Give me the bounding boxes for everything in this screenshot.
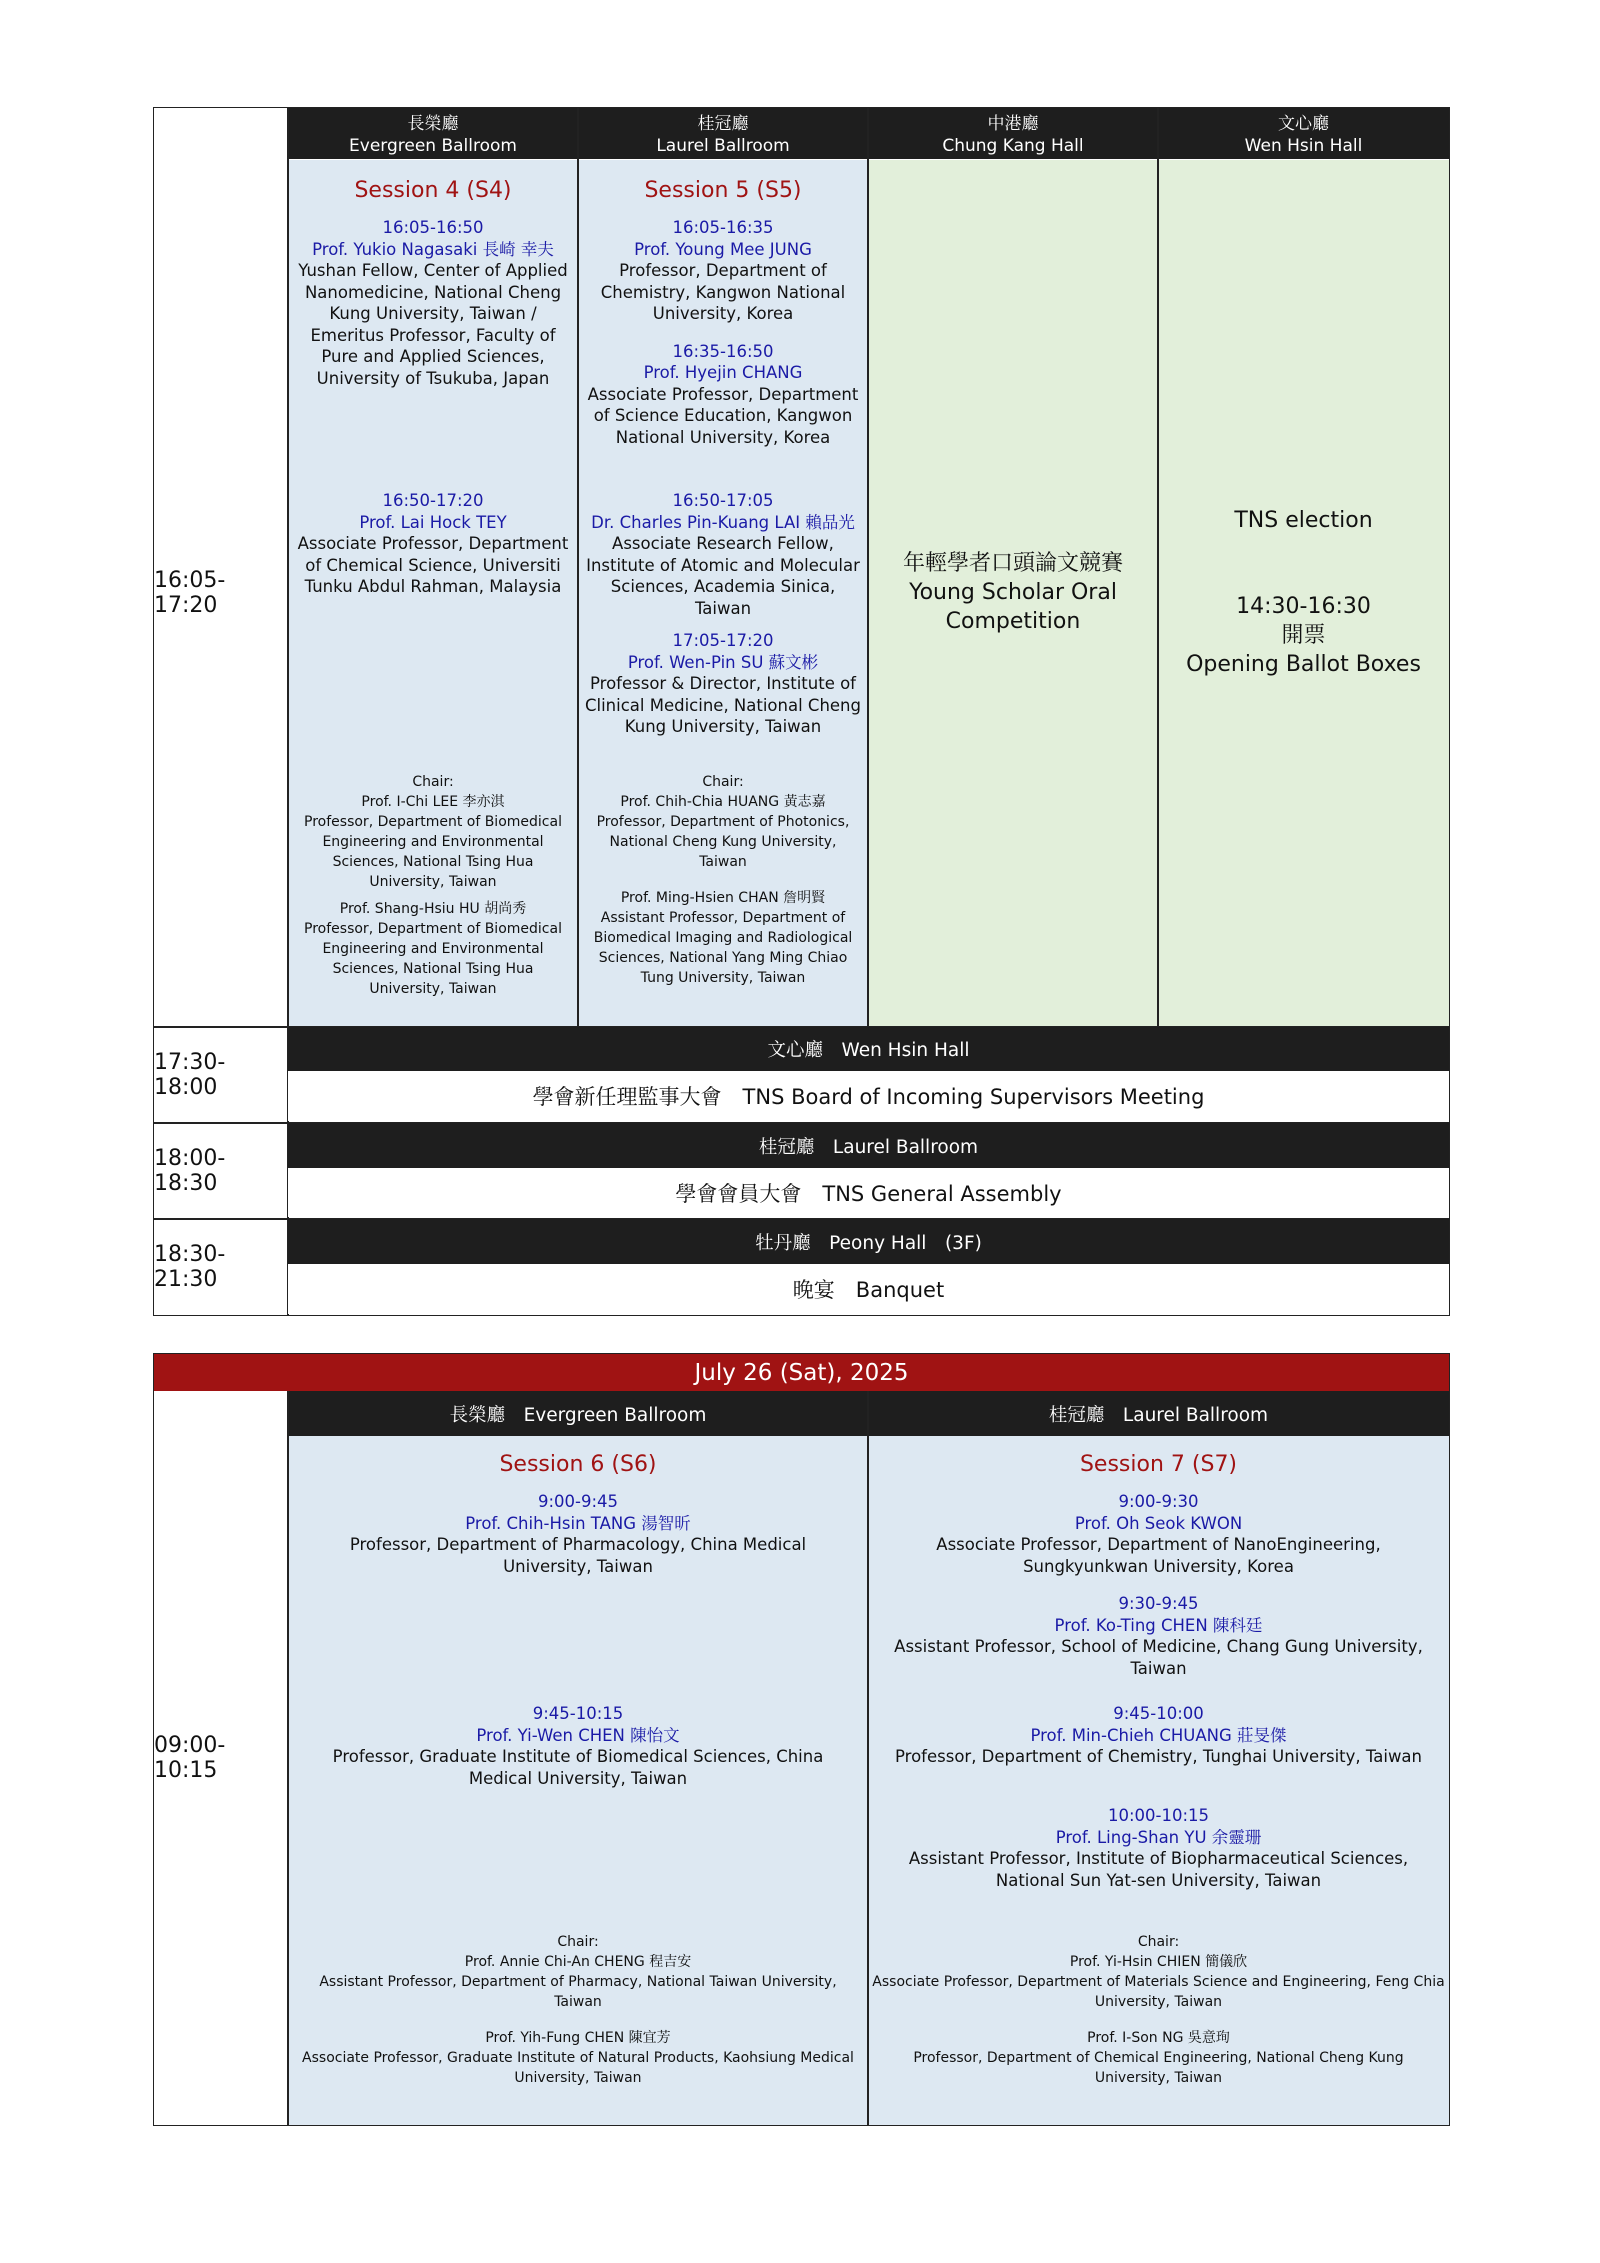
talk-time: 16:50-17:20 bbox=[382, 491, 484, 510]
session-5-cell bbox=[578, 160, 868, 1026]
talk-entry bbox=[288, 490, 578, 598]
talk-speaker: Dr. Charles Pin-Kuang LAI 賴品光 bbox=[591, 512, 855, 532]
chair-name: Prof. Yi-Hsin CHIEN 簡儀欣 bbox=[1069, 1954, 1248, 1970]
room-header-evergreen bbox=[288, 108, 578, 159]
date-banner: July 26 (Sat), 2025 bbox=[154, 1354, 1449, 1391]
room-name-zh: 文心廳 bbox=[1278, 114, 1329, 134]
grid-line bbox=[867, 1391, 869, 2126]
talk-speaker: Prof. Young Mee JUNG bbox=[634, 239, 812, 259]
room-name-en: Laurel Ballroom bbox=[656, 136, 790, 156]
ballot-title-zh: 開票 bbox=[1281, 623, 1326, 648]
talk-speaker: Prof. Lai Hock TEY bbox=[359, 512, 507, 532]
room-header-laurel: 桂冠廳 Laurel Ballroom bbox=[868, 1391, 1449, 1436]
competition-title-en-1: Young Scholar Oral bbox=[909, 580, 1117, 605]
talk-speaker: Prof. Hyejin CHANG bbox=[643, 363, 803, 382]
talk-entry bbox=[868, 1805, 1449, 1891]
session-title: Session 4 (S4) bbox=[354, 178, 512, 203]
room-name-zh: 中港廳 bbox=[987, 114, 1039, 134]
session-title: Session 7 (S7) bbox=[1079, 1452, 1238, 1477]
session-title: Session 5 (S5) bbox=[644, 178, 802, 203]
ballot-time: 14:30-16:30 bbox=[1236, 594, 1371, 619]
chair-affiliation: Associate Professor, Graduate Institute of Natural Products, Kaohsiung Medical University, Taiwan bbox=[302, 2050, 854, 2086]
talk-entry bbox=[578, 217, 868, 325]
chair-name: Prof. I-Son NG 吳意珣 bbox=[1087, 2030, 1230, 2046]
chair-name: Prof. I-Chi LEE 李亦淇 bbox=[361, 794, 505, 810]
competition-block bbox=[868, 549, 1158, 636]
talk-entry bbox=[288, 1491, 868, 1577]
talk-speaker: Prof. Ko-Ting CHEN 陳科廷 bbox=[1054, 1615, 1263, 1635]
talk-speaker: Prof. Oh Seok KWON bbox=[1074, 1513, 1243, 1533]
talk-entry bbox=[288, 1703, 868, 1789]
talk-affiliation: Associate Professor, Department of Chemical Science, Universiti Tunku Abdul Rahman, Malaysia bbox=[297, 534, 569, 596]
time-slot-label: 18:30-21:30 bbox=[154, 1242, 226, 1292]
talk-time: 17:05-17:20 bbox=[672, 631, 774, 650]
talk-time: 9:45-10:00 bbox=[1113, 1704, 1204, 1723]
room-header-laurel bbox=[578, 108, 868, 159]
event-title: 學會會員大會 TNS General Assembly bbox=[288, 1168, 1449, 1217]
chair-name: Prof. Ming-Hsien CHAN 詹明賢 bbox=[620, 890, 826, 906]
chair-block bbox=[292, 1932, 864, 2088]
chair-name: Prof. Annie Chi-An CHENG 程吉安 bbox=[464, 1954, 692, 1970]
session-title: Session 6 (S6) bbox=[499, 1452, 657, 1477]
talk-affiliation: Yushan Fellow, Center of Applied Nanomedicine, National Cheng Kung University, Taiwan / Emeritus Professor, Faculty of Pure and Applied Sciences, University of Tsukuba, Japan bbox=[298, 261, 568, 388]
talk-time: 16:05-16:35 bbox=[672, 218, 774, 237]
talk-time: 10:00-10:15 bbox=[1107, 1806, 1210, 1825]
room-name-zh: 長榮廳 bbox=[407, 114, 459, 134]
talk-speaker: Prof. Yukio Nagasaki 長崎 幸夫 bbox=[312, 239, 554, 259]
session-6-cell bbox=[288, 1436, 868, 2125]
talk-affiliation: Associate Professor, Department of NanoEngineering, Sungkyunkwan University, Korea bbox=[936, 1535, 1381, 1576]
talk-entry bbox=[288, 217, 578, 389]
session-4-cell bbox=[288, 160, 578, 1026]
chair-affiliation: Professor, Department of Biomedical Engineering and Environmental Sciences, National Tsing Hua University, Taiwan bbox=[304, 921, 562, 997]
time-slot-label: 17:30-18:00 bbox=[154, 1049, 226, 1100]
chair-label: Chair: bbox=[702, 774, 744, 790]
talk-affiliation: Associate Research Fellow, Institute of Atomic and Molecular Sciences, Academia Sinica, Taiwan bbox=[586, 534, 860, 618]
chair-block bbox=[296, 772, 570, 999]
talk-entry bbox=[868, 1593, 1449, 1679]
chair-block bbox=[584, 772, 862, 988]
room-header-evergreen: 長榮廳 Evergreen Ballroom bbox=[288, 1391, 868, 1436]
chungkang-cell bbox=[868, 160, 1158, 1026]
chair-affiliation: Assistant Professor, Department of Biomedical Imaging and Radiological Sciences, National Yang Ming Chiao Tung University, Taiwan bbox=[593, 910, 853, 986]
ballot-title-en: Opening Ballot Boxes bbox=[1186, 652, 1421, 677]
talk-time: 16:35-16:50 bbox=[672, 341, 774, 361]
chair-name: Prof. Yih-Fung CHEN 陳宜芳 bbox=[485, 2030, 671, 2046]
talk-affiliation: Professor & Director, Institute of Clinical Medicine, National Cheng Kung University, Taiwan bbox=[584, 674, 861, 736]
chair-block bbox=[872, 1932, 1445, 2088]
talk-affiliation: Professor, Graduate Institute of Biomedical Sciences, China Medical University, Taiwan bbox=[332, 1747, 824, 1788]
chair-name: Prof. Shang-Hsiu HU 胡尚秀 bbox=[339, 901, 527, 917]
time-slot-label: 16:05-17:20 bbox=[154, 568, 226, 618]
chair-label: Chair: bbox=[557, 1934, 599, 1950]
competition-title-en-2: Competition bbox=[945, 609, 1081, 634]
time-slot-label: 18:00-18:30 bbox=[154, 1145, 226, 1196]
room-bar: 文心廳 Wen Hsin Hall bbox=[288, 1027, 1449, 1071]
chair-affiliation: Professor, Department of Chemical Engineering, National Cheng Kung University, Taiwan bbox=[913, 2050, 1404, 2086]
time-slot-label: 09:00-10:15 bbox=[154, 1733, 226, 1783]
wenhsin-cell bbox=[1158, 160, 1449, 1026]
talk-time: 9:00-9:30 bbox=[1118, 1492, 1199, 1511]
event-title: 晚宴 Banquet bbox=[288, 1264, 1449, 1314]
talk-time: 16:50-17:05 bbox=[672, 491, 774, 510]
room-name-zh: 桂冠廳 bbox=[697, 114, 749, 134]
chair-affiliation: Professor, Department of Photonics, National Cheng Kung University, Taiwan bbox=[596, 814, 850, 870]
room-header-chungkang bbox=[868, 108, 1158, 159]
talk-time: 9:45-10:15 bbox=[532, 1704, 624, 1723]
room-name-en: Evergreen Ballroom bbox=[349, 136, 517, 156]
talk-affiliation: Assistant Professor, School of Medicine, Chang Gung University, Taiwan bbox=[894, 1637, 1423, 1678]
talk-speaker: Prof. Yi-Wen CHEN 陳怡文 bbox=[476, 1725, 680, 1745]
grid-line bbox=[577, 107, 579, 1027]
talk-speaker: Prof. Wen-Pin SU 蘇文彬 bbox=[627, 652, 819, 672]
grid-line bbox=[867, 107, 869, 1027]
chair-affiliation: Associate Professor, Department of Materials Science and Engineering, Feng Chia University, Taiwan bbox=[872, 1974, 1445, 2010]
chair-affiliation: Professor, Department of Biomedical Engineering and Environmental Sciences, National Tsing Hua University, Taiwan bbox=[304, 814, 562, 890]
grid-line bbox=[1157, 107, 1159, 1027]
talk-affiliation: Professor, Department of Chemistry, Kangwon National University, Korea bbox=[600, 261, 846, 323]
talk-time: 16:05-16:50 bbox=[382, 218, 484, 237]
grid-line bbox=[287, 1391, 289, 2126]
talk-entry bbox=[578, 341, 868, 449]
room-header-wenhsin bbox=[1158, 108, 1449, 159]
talk-entry bbox=[868, 1703, 1449, 1768]
election-block bbox=[1158, 592, 1449, 679]
talk-time: 9:00-9:45 bbox=[537, 1492, 619, 1511]
talk-entry bbox=[578, 630, 868, 738]
election-title: TNS election bbox=[1234, 508, 1373, 533]
event-title: 學會新任理監事大會 TNS Board of Incoming Supervisors Meeting bbox=[288, 1071, 1449, 1121]
talk-entry bbox=[868, 1491, 1449, 1577]
competition-title-zh: 年輕學者口頭論文競賽 bbox=[902, 551, 1123, 576]
talk-speaker: Prof. Min-Chieh CHUANG 莊旻傑 bbox=[1030, 1725, 1287, 1745]
talk-entry bbox=[578, 490, 868, 619]
room-name-en: Wen Hsin Hall bbox=[1244, 136, 1363, 156]
talk-affiliation: Professor, Department of Chemistry, Tunghai University, Taiwan bbox=[894, 1747, 1423, 1766]
session-7-cell bbox=[868, 1436, 1449, 2125]
chair-affiliation: Assistant Professor, Department of Pharmacy, National Taiwan University, Taiwan bbox=[319, 1974, 837, 2010]
talk-speaker: Prof. Chih-Hsin TANG 湯智昕 bbox=[465, 1513, 691, 1533]
chair-name: Prof. Chih-Chia HUANG 黃志嘉 bbox=[620, 794, 826, 810]
talk-affiliation: Professor, Department of Pharmacology, China Medical University, Taiwan bbox=[349, 1535, 807, 1576]
room-name-en: Chung Kang Hall bbox=[942, 136, 1084, 156]
talk-affiliation: Assistant Professor, Institute of Biopharmaceutical Sciences, National Sun Yat-sen University, Taiwan bbox=[908, 1849, 1409, 1890]
chair-label: Chair: bbox=[1137, 1934, 1180, 1950]
talk-affiliation: Associate Professor, Department of Science Education, Kangwon National University, Korea bbox=[587, 384, 859, 447]
talk-speaker: Prof. Ling-Shan YU 余靈珊 bbox=[1055, 1827, 1262, 1847]
room-bar: 牡丹廳 Peony Hall (3F) bbox=[288, 1219, 1449, 1264]
room-bar: 桂冠廳 Laurel Ballroom bbox=[288, 1123, 1449, 1168]
talk-time: 9:30-9:45 bbox=[1118, 1594, 1199, 1613]
chair-label: Chair: bbox=[412, 774, 454, 790]
